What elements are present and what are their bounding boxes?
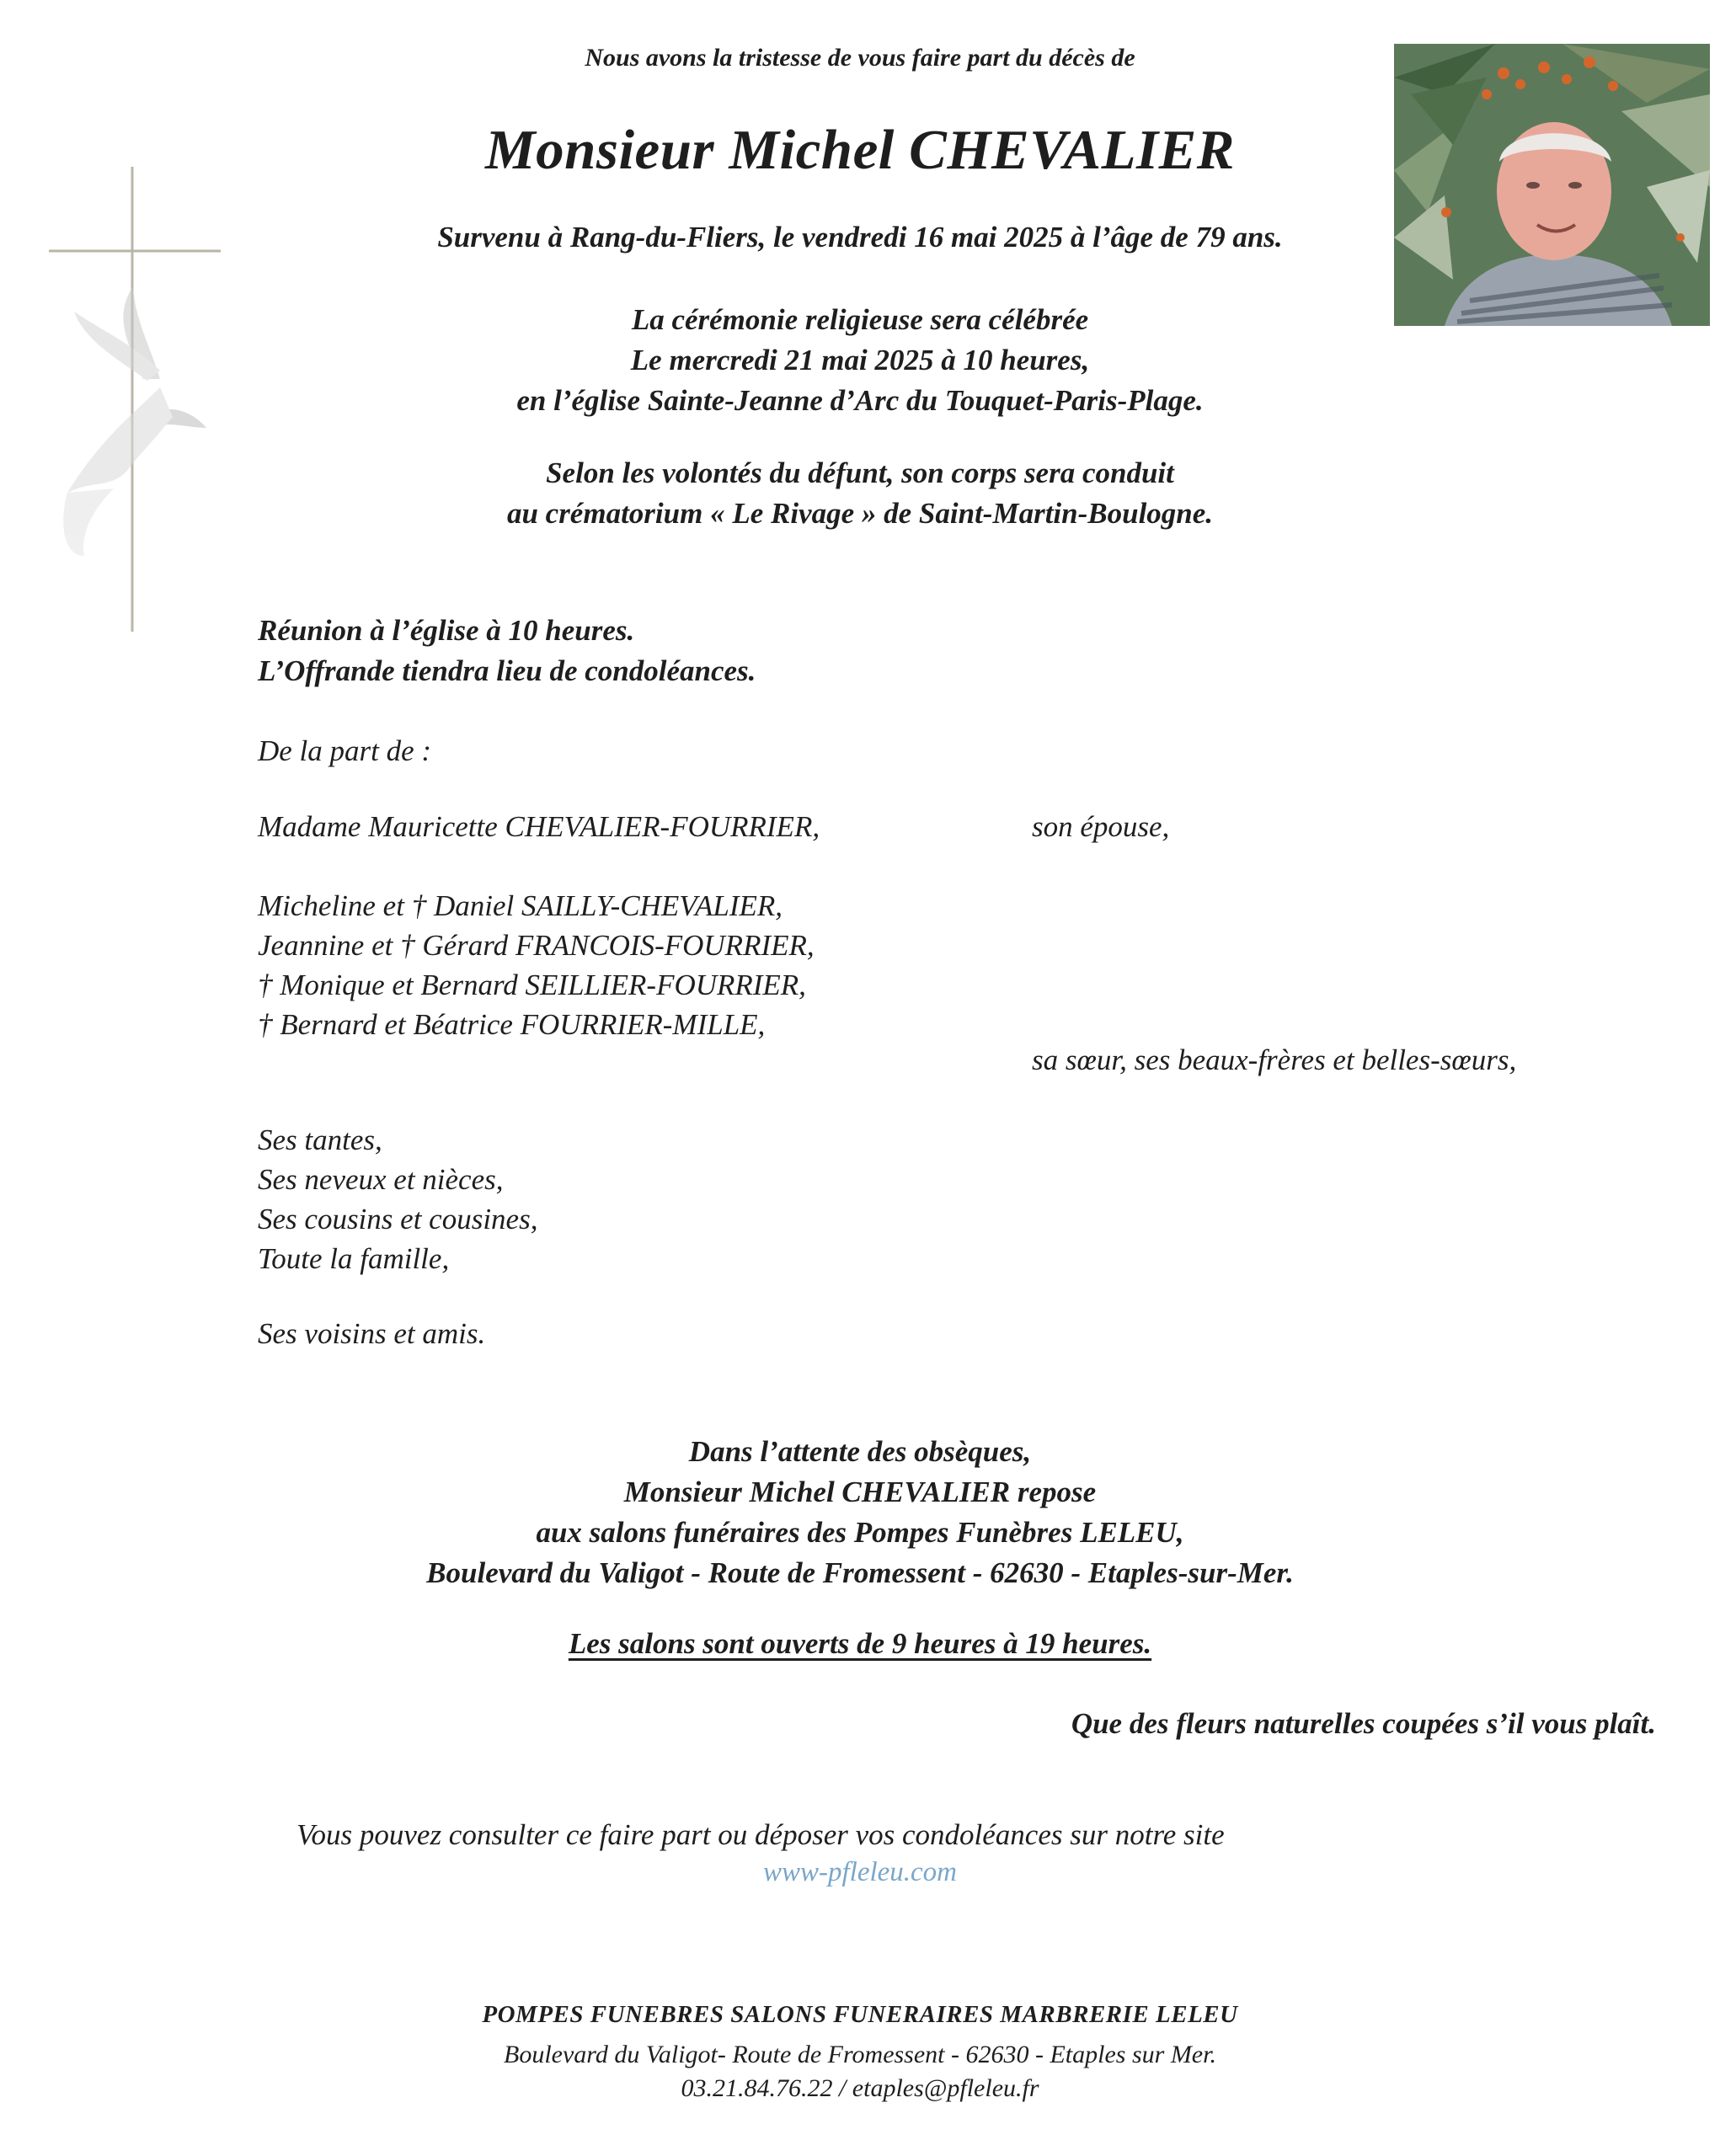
cremation-line: Selon les volontés du défunt, son corps sera conduit	[546, 456, 1174, 489]
online-note: Vous pouvez consulter ce faire part ou déposer vos condoléances sur notre site	[296, 1818, 1225, 1851]
meeting-block	[258, 611, 756, 691]
ceremony-line: La cérémonie religieuse sera célébrée	[631, 303, 1089, 336]
deceased-name: Monsieur Michel CHEVALIER	[485, 119, 1235, 181]
spouse-name: Madame Mauricette CHEVALIER-FOURRIER,	[258, 810, 820, 843]
rest-line: aux salons funéraires des Pompes Funèbres LELEU,	[536, 1516, 1184, 1549]
meeting-line: L’Offrande tiendra lieu de condoléances.	[258, 654, 756, 687]
cremation-line: au crématorium « Le Rivage » de Saint-Martin-Boulogne.	[506, 497, 1214, 530]
family-entry: Ses neveux et nièces,	[258, 1163, 504, 1196]
ceremony-line: Le mercredi 21 mai 2025 à 10 heures,	[630, 344, 1090, 376]
ceremony-block	[0, 300, 1720, 421]
sibling-entry: † Bernard et Béatrice FOURRIER-MILLE,	[258, 1008, 766, 1041]
website-link[interactable]: www-pfleleu.com	[762, 1857, 958, 1887]
cremation-block	[0, 453, 1720, 534]
ceremony-line: en l’église Sainte-Jeanne d’Arc du Touquet-Paris-Plage.	[516, 384, 1204, 417]
family-entry: Ses cousins et cousines,	[258, 1203, 538, 1235]
rest-line: Dans l’attente des obsèques,	[688, 1435, 1032, 1468]
rest-line: Monsieur Michel CHEVALIER repose	[623, 1476, 1097, 1508]
from-label: De la part de :	[258, 734, 432, 767]
siblings-list	[258, 886, 815, 1044]
siblings-relation: sa sœur, ses beaux-frères et belles-sœurs,	[1032, 1043, 1517, 1076]
intro-text: Nous avons la tristesse de vous faire part du décès de	[585, 44, 1135, 72]
company-name: POMPES FUNEBRES SALONS FUNERAIRES MARBRERIE LELEU	[482, 2001, 1238, 2028]
sibling-entry: Micheline et † Daniel SAILLY-CHEVALIER,	[258, 889, 783, 922]
neighbours-entry: Ses voisins et amis.	[258, 1317, 486, 1350]
flowers-note: Que des fleurs naturelles coupées s’il vous plaît.	[1071, 1707, 1656, 1740]
salons-hours-text: Les salons sont ouverts de 9 heures à 19 heures.	[568, 1627, 1152, 1660]
sibling-entry: Jeannine et † Gérard FRANCOIS-FOURRIER,	[258, 929, 815, 962]
family-entry: Toute la famille,	[258, 1242, 450, 1275]
rest-block	[0, 1432, 1720, 1593]
meeting-line: Réunion à l’église à 10 heures.	[258, 614, 635, 647]
rest-line: Boulevard du Valigot - Route de Fromessent - 62630 - Etaples-sur-Mer.	[426, 1556, 1294, 1589]
company-address: Boulevard du Valigot- Route de Fromessent - 62630 - Etaples sur Mer.	[504, 2041, 1216, 2068]
spouse-relation: son épouse,	[1032, 810, 1170, 843]
family-entry: Ses tantes,	[258, 1123, 382, 1156]
company-contact: 03.21.84.76.22 / etaples@pfleleu.fr	[681, 2074, 1039, 2102]
others-list	[258, 1120, 537, 1278]
sibling-entry: † Monique et Bernard SEILLIER-FOURRIER,	[258, 969, 806, 1001]
salons-hours	[0, 1627, 1720, 1661]
death-details: Survenu à Rang-du-Fliers, le vendredi 16 mai 2025 à l’âge de 79 ans.	[437, 221, 1283, 253]
portrait-photo	[1394, 44, 1710, 326]
